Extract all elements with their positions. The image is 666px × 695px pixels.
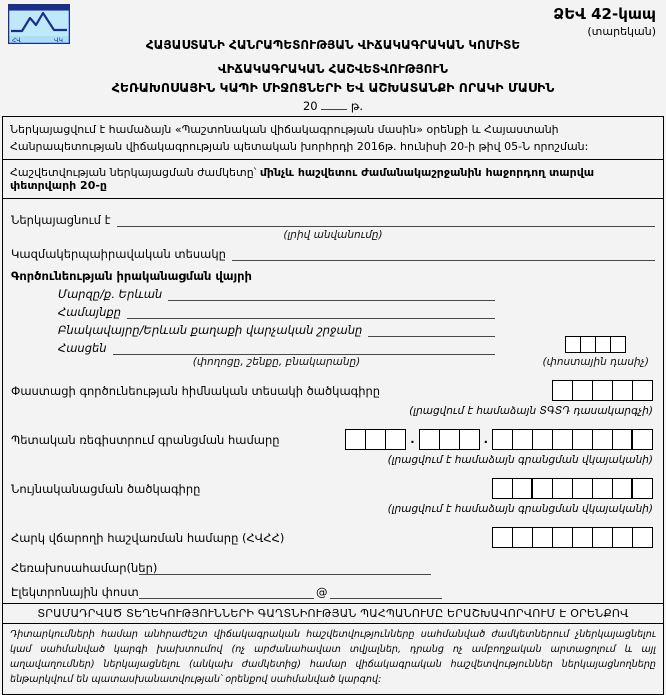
phone-label: Հեռախոսահամար(ներ) (11, 561, 158, 576)
code-cell[interactable] (572, 429, 593, 450)
region-input-line[interactable] (168, 287, 495, 301)
main-fields-section (3, 199, 663, 604)
email-local-input-line[interactable] (139, 585, 314, 599)
year-fill-line[interactable] (321, 99, 347, 110)
id-code-cells[interactable] (492, 478, 653, 499)
code-cell[interactable] (610, 336, 626, 353)
deadline-note (3, 160, 663, 199)
code-cell[interactable] (612, 527, 633, 548)
register-cells-group2[interactable] (419, 429, 480, 450)
code-cell[interactable] (552, 527, 573, 548)
register-cells-group1[interactable] (345, 429, 406, 450)
year-suffix: թ. (350, 99, 364, 113)
presenter-input-line[interactable] (117, 213, 656, 227)
id-code-caption: (լրացվում է համաձայն գրանցման վկայականի) (387, 503, 653, 516)
committee-title: ՀԱՅԱՍՏԱՆԻ ՀԱՆՐԱՊԵՏՈՒԹՅԱՆ ՎԻՃԱԿԱԳՐԱԿԱՆ ԿՈՄԻՏԵ (145, 38, 521, 52)
presenter-label: Ներկայացնում է (11, 213, 111, 228)
register-number-boxes (345, 429, 653, 466)
code-cell[interactable] (632, 380, 653, 401)
activity-place-block (58, 287, 655, 368)
code-cell[interactable] (592, 478, 613, 499)
email-at-sign: @ (316, 585, 328, 600)
code-cell[interactable] (572, 478, 593, 499)
community-input-line[interactable] (127, 305, 495, 319)
code-cell[interactable] (512, 429, 533, 450)
id-code-boxes (388, 478, 653, 515)
activity-code-cells[interactable] (552, 380, 653, 401)
code-cell[interactable] (512, 478, 533, 499)
code-cell[interactable] (532, 527, 553, 548)
confidentiality-banner: ՏՐԱՄԱԴՐՎԱԾ ՏԵՂԵԿՈՒԹՅՈՒՆՆԵՐԻ ԳԱՂՏՆԻՈՒԹՅԱՆ ՊԱՀՊԱՆՈՒՄԸ ԵՐԱՇԽԱՎՈՐՎՈՒՄ Է ՕՐԵՆՔՈՎ (3, 604, 663, 624)
code-cell[interactable] (572, 380, 593, 401)
register-caption: (լրացվում է համաձայն գրանցման վկայականի) (387, 454, 653, 467)
deadline-date: մինչև հաշվետու ժամանակաշրջանին հաջորդող տարվա փետրվարի 20-ը (10, 166, 595, 193)
phone-input-line[interactable] (139, 561, 431, 575)
code-cell[interactable] (612, 478, 633, 499)
legal-basis-note: Ներկայացվում է համաձայն «Պաշտոնական վիճակագրության մասին» օրենքի և Հայաստանի Հանրապետության վիճակագրության պետական խորհրդի 2016թ. հունիսի 20-ի թիվ 05-Ն որոշման: (3, 117, 663, 160)
legal-form-row (11, 247, 655, 261)
settlement-row (58, 323, 495, 337)
form-periodicity: (տարեկան) (587, 24, 656, 38)
code-cell[interactable] (580, 336, 596, 353)
tin-boxes (492, 527, 653, 551)
logo-left-letters: ՀՎ (12, 37, 21, 44)
settlement-input-line[interactable] (368, 323, 495, 337)
deadline-prefix: Հաշվետվության ներկայացման ժամկետը՝ (10, 166, 260, 180)
form-header (0, 0, 666, 116)
year-prefix: 20 (302, 99, 318, 113)
code-cell[interactable] (612, 429, 633, 450)
code-cell[interactable] (532, 429, 553, 450)
region-row (58, 287, 495, 301)
presenter-caption: (լրիվ անվանումը) (283, 229, 383, 242)
code-cell[interactable] (492, 527, 513, 548)
activity-code-row (11, 380, 655, 417)
email-row (11, 585, 655, 599)
register-cells-group3[interactable] (492, 429, 653, 450)
legal-form-label: Կազմակերպաիրավական տեսակը (11, 247, 226, 262)
logo-right-letters: ՎԿ (54, 37, 63, 44)
presenter-row (11, 213, 655, 227)
year-line (0, 99, 666, 113)
activity-place-heading: Գործունեության իրականացման վայրի (11, 269, 252, 284)
code-cell[interactable] (552, 380, 573, 401)
activity-code-caption: (լրացվում է համաձայն ՏԳՏԴ դասակարգչի) (409, 405, 653, 418)
region-label: Մարզը/ք. Երևան (58, 287, 163, 302)
id-code-row (11, 478, 655, 515)
register-dot-1: . (410, 432, 415, 447)
id-code-label: Նույնականացման ծածկագիրը (11, 482, 201, 497)
register-number-row (11, 429, 655, 466)
community-row (58, 305, 495, 319)
tin-label: Հարկ վճարողի հաշվառման համարը (ՀՎՀՀ) (11, 531, 285, 546)
code-cell[interactable] (612, 380, 633, 401)
postal-caption: (փոստային դասիչ) (542, 356, 649, 369)
settlement-label: Բնակավայրը/Երևան քաղաքի վարչական շրջանը (58, 323, 363, 338)
report-title: ՀԵՌԱԽՈՍԱՅԻՆ ԿԱՊԻ ՄԻՋՈՑՆԵՐԻ ԵՎ ԱՇԽԱՏԱՆՔԻ ՈՐԱԿԻ ՄԱՍԻՆ (111, 80, 555, 95)
code-cell[interactable] (552, 429, 573, 450)
code-cell[interactable] (492, 478, 513, 499)
phone-row (11, 561, 655, 575)
code-cell[interactable] (572, 527, 593, 548)
tin-row (11, 527, 655, 551)
postal-code-block (543, 336, 650, 368)
activity-code-boxes (409, 380, 653, 417)
community-label: Համայնքը (58, 305, 122, 320)
code-cell[interactable] (512, 527, 533, 548)
address-input-line[interactable] (113, 341, 495, 355)
code-cell[interactable] (345, 429, 366, 450)
address-label: Հասցեն (58, 341, 107, 356)
code-cell[interactable] (592, 429, 613, 450)
form-code-block (553, 5, 656, 39)
legal-form-input-line[interactable] (232, 247, 655, 261)
code-cell[interactable] (632, 478, 653, 499)
activity-code-label: Փաստացի գործունեության հիմնական տեսակի ծածկագիրը (11, 384, 381, 399)
email-domain-input-line[interactable] (330, 585, 442, 599)
form-code: ՁԵՎ 42-կապ (553, 5, 656, 23)
liability-fineprint: Դիտարկումների համար անհրաժեշտ վիճակագրական հաշվետվությունները սահմանված ժամկետներում չներկայացնելու կամ սահմանված կարգի խախտումով (ոչ արժանահավատ տվյալներ, դրանց ոչ ամբողջական արտացոլում և այլ աղավաղումներ) ներկայացնելու (անկախ ժամկետից) համար վիճակագրական հաշվետվություններ ներկայացնողները ենթարկվում են պատասխանատվության՝ օրենքով սահմանված կարգով: (10, 629, 656, 685)
code-cell[interactable] (595, 336, 611, 353)
code-cell[interactable] (532, 478, 553, 499)
code-cell[interactable] (385, 429, 406, 450)
form-sheet (2, 116, 664, 695)
address-caption: (փողոցը, շենքը, բնակարանը) (192, 356, 361, 369)
email-label: Էլեկտրոնային փոստ (11, 585, 139, 600)
code-cell[interactable] (592, 527, 613, 548)
code-cell[interactable] (459, 429, 480, 450)
tin-cells[interactable] (492, 527, 653, 548)
address-row (58, 341, 495, 355)
postal-code-cells[interactable] (565, 336, 626, 353)
code-cell[interactable] (365, 429, 386, 450)
register-dot-2: . (483, 432, 488, 447)
code-cell[interactable] (419, 429, 440, 450)
register-number-label: Պետական ռեգիստրում գրանցման համարը (11, 433, 280, 448)
code-cell[interactable] (552, 478, 573, 499)
code-cell[interactable] (492, 429, 513, 450)
code-cell[interactable] (565, 336, 581, 353)
code-cell[interactable] (632, 527, 653, 548)
code-cell[interactable] (632, 429, 653, 450)
code-cell[interactable] (439, 429, 460, 450)
code-cell[interactable] (592, 380, 613, 401)
doc-type-title: ՎԻՃԱԿԱԳՐԱԿԱՆ ՀԱՇՎԵՏՎՈՒԹՅՈՒՆ (217, 62, 448, 76)
